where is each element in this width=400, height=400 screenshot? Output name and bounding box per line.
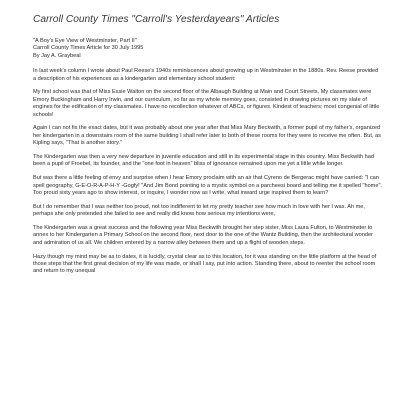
paragraph: In last week's column I wrote about Paul Reese's 1940s reminiscences about growing up in Westminster in the 1880s. Rev. Reese provided a description of his experiences as a kindergarten and elementary school student: — [33, 68, 379, 82]
paragraph: Again I can not fix the exact dates, but it was probably about one year after that Miss Mary Beckwith, a former pupil of my father's, organized her kindergarten in a downstairs room of the same building I shall refer later to both of these rooms for they were to receive me often. But, as Kipling says, "That is another story." — [33, 125, 381, 147]
article-headline: "A Boy's Eye View of Westminster, Part II" — [33, 38, 137, 44]
article-source: Carroll County Times Article for 30 July 1995 — [33, 45, 144, 52]
article-meta — [33, 38, 382, 60]
paragraph: The Kindergarten was a great success and the following year Miss Beckwith brought her step sister, Miss Laura Fulton, to Westminster to annex to her Kindergarten a Primary School on the second floor, next door to the one of the Wantz Building, then the architectural wonder and admiration of us all. We children entered by a narrow alley between them and up a flight of wooden steps. — [33, 225, 373, 246]
paragraph: But was there a little feeling of envy and surprise when I hear Emory proclaim with an air that Cyreno de Bergerac might have carried: "I can spell geography, G-E-O-R-A-P-H-Y -Gogfy! "And Jim Bond pointing to a mystic symbol on a parcheesi board and telling me it spelled "home". Too proud sixty years ago to show interest, or inquire, I wonder now as I write, what inward urge inspired them to learn? — [33, 175, 382, 197]
paragraph: My first school was that of Miss Essie Walton on the second floor of the Albaugh Building at Main and Court Streets. My classmates were Emory Buckingham and Harry Irwin, and our curriculum, so far as my whole memory goes, consisted in drawing pictures on my slate of engines for the edification of my classmates. I have no recollection whatever of ABCs, or figures. Kindest of teachers; most congenial of little schools! — [33, 89, 380, 118]
paragraph: The Kindergarten was then a very new departure in juvenile education and still in its experimental stage in this country. Miss Beckwith had been a pupil of Froebel, its founder, and the "one foot in heaven" bliss of ignorance remained upon me yet a little while longer. — [33, 154, 374, 168]
document-title: Carroll County Times "Carroll's Yesterdayears" Articles — [33, 14, 280, 25]
article-byline: By Jay A. Graybeal — [33, 52, 81, 59]
paragraph: But I do remember that I was neither too proud, not too indifferent to let my pretty teacher see how much in love with her I was. Ah me, perhaps she only pretended she failed to see and really did know how serious my intentions were, — [33, 203, 365, 218]
paragraph: Hazy though my mind may be as to dates, it is lucidly, crystal clear as to this location, for it was standing on the little platform at the head of those steps that the first great decision of my life was made, or shall I say, put into action. Standing there, about to reenter the school room and return to my unequal — [33, 253, 377, 275]
